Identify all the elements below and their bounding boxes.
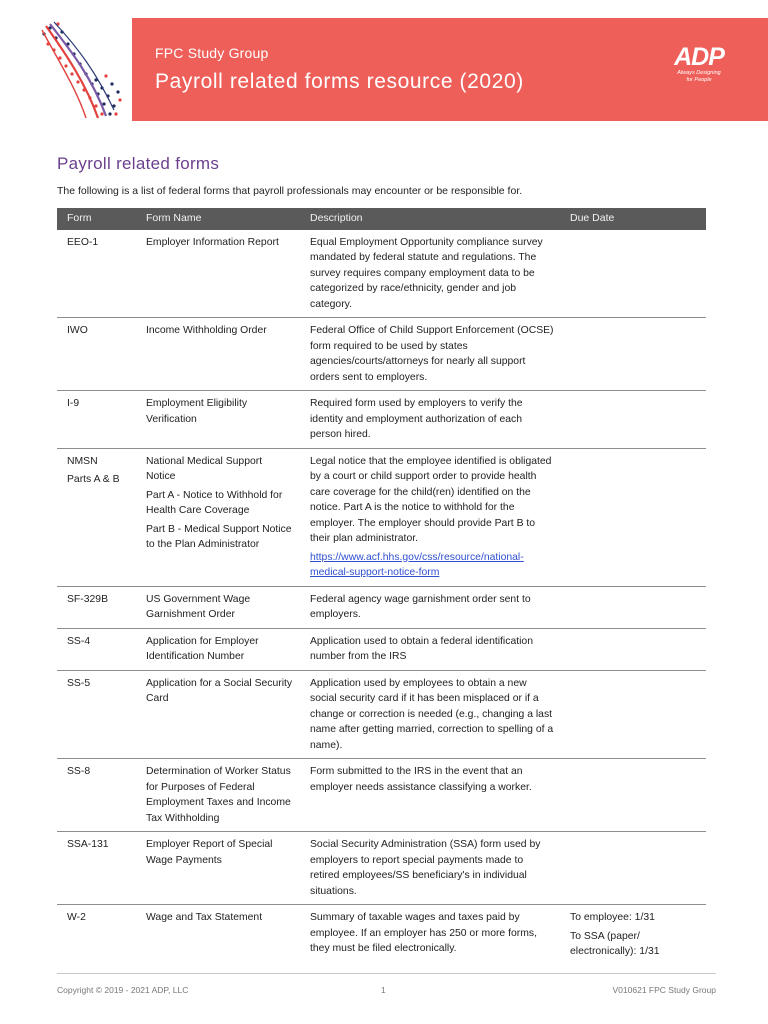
- form-code-cell: [57, 448, 136, 586]
- form-code-cell: [57, 628, 136, 670]
- intro-text: The following is a list of federal forms that payroll professionals may encounter or be responsible for.: [57, 185, 523, 197]
- description-text: Legal notice that the employee identified is obligated by a court or child support order to provide health care coverage for the child(ren) identified on the notice. Part A is the notice to withhold for the employer. The employer should provide Part B to their plan administrator.: [310, 455, 552, 544]
- due-date-text: To employee: 1/31: [570, 912, 655, 923]
- footer-copyright: Copyright © 2019 - 2021 ADP, LLC: [57, 985, 189, 995]
- form-name-text: Application for a Social Security Card: [146, 677, 293, 704]
- description-cell: [300, 628, 560, 670]
- form-name-cell: [136, 448, 300, 586]
- form-name-cell: [136, 832, 300, 905]
- header-description: Description: [300, 208, 560, 230]
- study-group-logo-icon: [36, 14, 126, 124]
- form-code-text: SSA-131: [67, 839, 109, 850]
- description-cell: [300, 905, 560, 965]
- form-code-cell: [57, 759, 136, 832]
- description-cell: [300, 230, 560, 318]
- due-date-cell: [560, 318, 706, 391]
- table-row: [57, 832, 706, 905]
- table-row: [57, 318, 706, 391]
- due-date-cell: [560, 448, 706, 586]
- due-date-cell: [560, 628, 706, 670]
- description-text: Social Security Administration (SSA) form used by employers to report special payments made to retired employees/SS beneficiary's in individual situations.: [310, 839, 541, 897]
- form-code-cell: [57, 586, 136, 628]
- adp-tagline-line1: Always Designing: [677, 70, 721, 76]
- due-date-cell: [560, 905, 706, 965]
- table-row: [57, 759, 706, 832]
- study-group-label: FPC Study Group: [155, 45, 269, 61]
- description-cell: [300, 759, 560, 832]
- section-title: Payroll related forms: [57, 154, 220, 173]
- description-text: Federal Office of Child Support Enforcement (OCSE) form required to be used by states agencies/courts/attorneys for nearly all support orders sent to employers.: [310, 325, 554, 383]
- description-text: Application used by employees to obtain a new social security card if it has been misplaced or if a change or correction is needed (e.g., changing a last name after getting married, correction to spelling of a name).: [310, 677, 554, 751]
- form-name-text: Employment Eligibility Verification: [146, 398, 248, 425]
- form-name-cell: [136, 318, 300, 391]
- adp-logo: [668, 44, 730, 84]
- form-code-cell: [57, 318, 136, 391]
- form-code-text: SS-8: [67, 766, 91, 777]
- header-form-name: Form Name: [136, 208, 300, 230]
- description-cell: [300, 670, 560, 759]
- table-row: [57, 448, 706, 586]
- form-code-text: SS-5: [67, 677, 91, 689]
- table-row: [57, 586, 706, 628]
- form-name-cell: [136, 230, 300, 318]
- form-name-text: Part A - Notice to Withhold for Health Care Coverage: [146, 489, 283, 516]
- footer-page-number: 1: [381, 985, 386, 995]
- description-text: Summary of taxable wages and taxes paid by employee. If an employer has 250 or more forms, they must be filed electronically.: [310, 912, 537, 954]
- adp-logo-icon: ADP: [674, 43, 724, 71]
- form-code-cell: [57, 832, 136, 905]
- form-code-cell: [57, 391, 136, 449]
- form-code-cell: [57, 670, 136, 759]
- form-name-text: Employer Information Report: [146, 236, 279, 248]
- header-due-date: Due Date: [560, 208, 706, 230]
- description-cell: [300, 832, 560, 905]
- form-name-text: Determination of Worker Status for Purposes of Federal Employment Taxes and Income Tax Withholding: [146, 766, 291, 824]
- table-row: [57, 628, 706, 670]
- form-name-cell: [136, 759, 300, 832]
- form-code-text: SF-329B: [67, 593, 109, 605]
- description-text: Equal Employment Opportunity compliance survey mandated by federal statute and regulations. The survey requires company employment data to be categorized by race/ethnicity, gender and job category.: [310, 236, 543, 310]
- form-code-cell: [57, 230, 136, 318]
- table-header-row: [57, 208, 706, 230]
- form-name-cell: [136, 670, 300, 759]
- form-name-text: Wage and Tax Statement: [146, 912, 263, 923]
- due-date-cell: [560, 230, 706, 318]
- form-name-text: Employer Report of Special Wage Payments: [146, 839, 273, 866]
- form-name-cell: [136, 905, 300, 965]
- form-code-text: Parts A & B: [67, 474, 120, 485]
- description-text: Application used to obtain a federal identification number from the IRS: [310, 635, 533, 662]
- due-date-cell: [560, 670, 706, 759]
- footer-divider: [57, 973, 716, 974]
- description-cell: [300, 391, 560, 449]
- header-form: Form: [57, 208, 136, 230]
- form-code-text: EEO-1: [67, 236, 99, 248]
- form-name-cell: [136, 586, 300, 628]
- form-code-text: IWO: [67, 325, 88, 336]
- table-row: [57, 391, 706, 449]
- form-code-cell: [57, 905, 136, 965]
- due-date-cell: [560, 759, 706, 832]
- description-cell: [300, 318, 560, 391]
- form-name-text: US Government Wage Garnishment Order: [146, 593, 251, 620]
- description-text: Federal agency wage garnishment order sent to employers.: [310, 593, 531, 620]
- form-code-text: SS-4: [67, 635, 91, 647]
- footer-code: V010621 FPC Study Group: [612, 985, 716, 995]
- table-row: [57, 670, 706, 759]
- due-date-text: To SSA (paper/ electronically): 1/31: [570, 930, 660, 957]
- header-banner: [132, 18, 768, 121]
- description-text: Required form used by employers to verify the identity and employment authorization of each person hired.: [310, 398, 523, 440]
- due-date-cell: [560, 586, 706, 628]
- description-cell: [300, 448, 560, 586]
- form-name-cell: [136, 391, 300, 449]
- form-code-text: NMSN: [67, 455, 98, 467]
- table-row: [57, 230, 706, 318]
- form-name-cell: [136, 628, 300, 670]
- description-text: Form submitted to the IRS in the event that an employer needs assistance classifying a worker.: [310, 766, 532, 793]
- form-name-text: Income Withholding Order: [146, 325, 267, 336]
- form-name-text: National Medical Support Notice: [146, 455, 263, 482]
- form-name-text: Application for Employer Identification Number: [146, 635, 259, 662]
- form-code-text: I-9: [67, 398, 80, 409]
- page-title: Payroll related forms resource (2020): [155, 70, 524, 93]
- due-date-cell: [560, 391, 706, 449]
- adp-tagline-line2: for People: [686, 77, 712, 83]
- forms-table: [57, 208, 706, 965]
- description-cell: [300, 586, 560, 628]
- due-date-cell: [560, 832, 706, 905]
- table-row: [57, 905, 706, 965]
- form-code-text: W-2: [67, 912, 86, 923]
- form-name-text: Part B - Medical Support Notice to the Plan Administrator: [146, 523, 292, 550]
- nmsn-form-link[interactable]: https://www.acf.hhs.gov/css/resource/national-medical-support-notice-form: [310, 551, 524, 578]
